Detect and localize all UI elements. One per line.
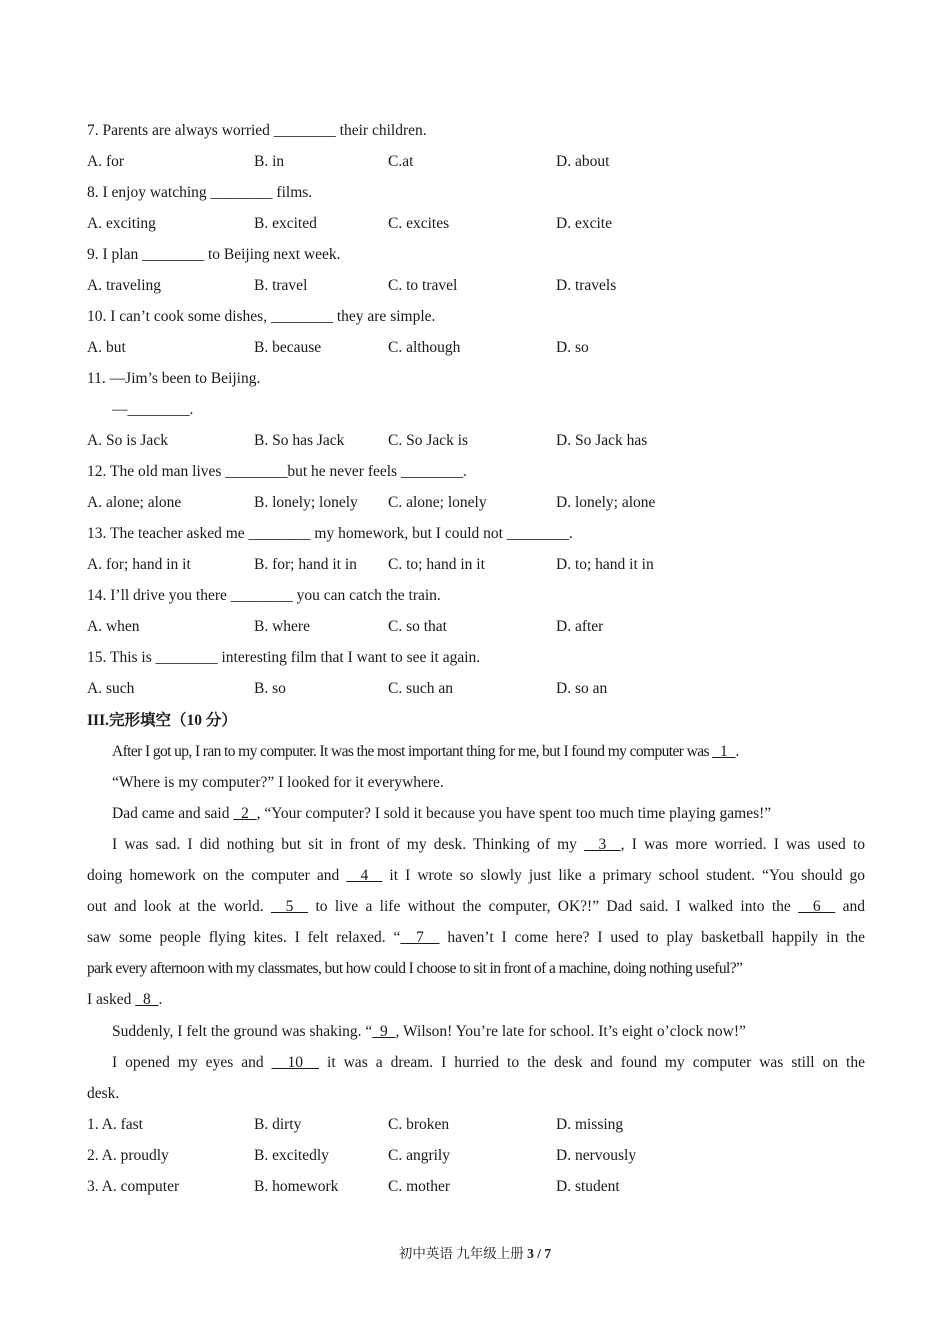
cloze-text: Suddenly, I felt the ground was shaking. “ — [112, 1023, 373, 1040]
option-a: A. for — [87, 153, 125, 170]
option-d: D. excite — [556, 215, 612, 232]
section-heading: III.完形填空（10 分） — [87, 712, 237, 729]
option-a: A. alone; alone — [87, 494, 182, 511]
cloze-blank-8: 8 — [135, 991, 159, 1008]
option-c: C. so that — [388, 618, 447, 635]
option-d: D. missing — [556, 1116, 624, 1133]
option-b: B. in — [254, 153, 285, 170]
cloze-text: doing homework on the computer and — [87, 867, 347, 884]
option-a: A. So is Jack — [87, 432, 168, 449]
cloze-blank-5: 5 — [270, 898, 309, 915]
cloze-text: , I was more worried. I was used to — [620, 836, 866, 853]
option-d: D. so — [556, 339, 589, 356]
question-12-options — [87, 492, 865, 514]
question-9-options — [87, 275, 865, 297]
cloze-options-2 — [87, 1145, 865, 1167]
cloze-paragraph-4-line-6 — [87, 989, 865, 1011]
question-11-options — [87, 430, 865, 452]
question-10-options — [87, 337, 865, 359]
cloze-text: it I wrote so slowly just like a primary school student. “You should go — [382, 867, 866, 884]
question-7-options — [87, 151, 865, 173]
cloze-paragraph-4-line-5: park every afternoon with my classmates, but how could I choose to sit in front of a machine, doing nothing useful?” — [87, 960, 743, 977]
option-b: B. homework — [254, 1178, 339, 1195]
option-b: B. where — [254, 618, 310, 635]
page-footer — [0, 1244, 950, 1264]
option-c: C. alone; lonely — [388, 494, 487, 511]
cloze-text: , Wilson! You’re late for school. It’s eight o’clock now!” — [395, 1023, 746, 1040]
cloze-text: saw some people flying kites. I felt relaxed. “ — [87, 929, 401, 946]
page-number: 3 / 7 — [527, 1246, 552, 1261]
option-d: D. student — [556, 1178, 620, 1195]
question-14: 14. I’ll drive you there ________ you can catch the train. — [87, 587, 441, 604]
question-11-reply: —________. — [112, 401, 194, 418]
cloze-paragraph-6-line-1 — [87, 1052, 865, 1074]
cloze-text: . — [735, 743, 740, 760]
option-c: C. So Jack is — [388, 432, 469, 449]
cloze-paragraph-1 — [87, 741, 890, 763]
cloze-text: I was sad. I did nothing but sit in front of my desk. Thinking of my — [112, 836, 585, 853]
cloze-text: After I got up, I ran to my computer. It was the most important thing for me, but I found my computer was — [112, 743, 713, 760]
option-c: C. although — [388, 339, 461, 356]
cloze-text: it was a dream. I hurried to the desk and found my computer was still on the — [319, 1054, 865, 1071]
cloze-blank-3: 3 — [584, 836, 621, 853]
cloze-options-1 — [87, 1114, 865, 1136]
option-a: 1. A. fast — [87, 1116, 143, 1133]
option-c: C. to; hand in it — [388, 556, 485, 573]
option-c: C. broken — [388, 1116, 450, 1133]
cloze-paragraph-4-line-3 — [87, 896, 865, 918]
option-d: D. about — [556, 153, 610, 170]
option-b: B. lonely; lonely — [254, 494, 358, 511]
cloze-blank-2: 2 — [233, 805, 257, 822]
option-a: A. when — [87, 618, 140, 635]
cloze-paragraph-4-line-2 — [87, 865, 865, 887]
cloze-paragraph-4-line-1 — [87, 834, 865, 856]
question-12: 12. The old man lives ________but he never feels ________. — [87, 463, 467, 480]
option-d: D. lonely; alone — [556, 494, 656, 511]
cloze-paragraph-6-line-2: desk. — [87, 1085, 120, 1102]
cloze-text: out and look at the world. — [87, 898, 271, 915]
cloze-paragraph-4-line-4 — [87, 927, 865, 949]
cloze-text: I asked — [87, 991, 136, 1008]
question-8: 8. I enjoy watching ________ films. — [87, 184, 313, 201]
option-b: B. for; hand it in — [254, 556, 357, 573]
option-a: 2. A. proudly — [87, 1147, 169, 1164]
cloze-options-3 — [87, 1176, 865, 1198]
option-c: C. excites — [388, 215, 450, 232]
option-c: C. mother — [388, 1178, 450, 1195]
option-d: D. travels — [556, 277, 617, 294]
question-15: 15. This is ________ interesting film that I want to see it again. — [87, 649, 481, 666]
question-13: 13. The teacher asked me ________ my homework, but I could not ________. — [87, 525, 573, 542]
option-a: A. traveling — [87, 277, 162, 294]
option-b: B. excitedly — [254, 1147, 329, 1164]
option-b: B. travel — [254, 277, 308, 294]
cloze-blank-9: 9 — [372, 1023, 396, 1040]
question-15-options — [87, 678, 865, 700]
cloze-text: Dad came and said — [112, 805, 234, 822]
option-b: B. dirty — [254, 1116, 302, 1133]
option-d: D. to; hand it in — [556, 556, 654, 573]
cloze-text: , “Your computer? I sold it because you have spent too much time playing games!” — [256, 805, 772, 822]
option-a: A. such — [87, 680, 135, 697]
option-d: D. So Jack has — [556, 432, 648, 449]
cloze-blank-7: 7 — [400, 929, 440, 946]
cloze-text: to live a life without the computer, OK?!” Dad said. I walked into the — [308, 898, 799, 915]
option-d: D. so an — [556, 680, 608, 697]
footer-label: 初中英语 九年级上册 — [398, 1246, 528, 1261]
option-b: B. excited — [254, 215, 317, 232]
cloze-text: haven’t I come here? I used to play basketball happily in the — [439, 929, 865, 946]
option-d: D. nervously — [556, 1147, 637, 1164]
cloze-paragraph-2: “Where is my computer?” I looked for it everywhere. — [112, 774, 444, 791]
option-a: A. exciting — [87, 215, 156, 232]
cloze-text: and — [835, 898, 866, 915]
option-b: B. because — [254, 339, 322, 356]
cloze-blank-6: 6 — [798, 898, 836, 915]
question-7: 7. Parents are always worried ________ their children. — [87, 122, 427, 139]
cloze-blank-10: 10 — [271, 1054, 320, 1071]
cloze-blank-1: 1 — [712, 743, 736, 760]
question-9: 9. I plan ________ to Beijing next week. — [87, 246, 341, 263]
option-c: C. such an — [388, 680, 454, 697]
option-c: C.at — [388, 153, 414, 170]
cloze-text: I opened my eyes and — [112, 1054, 272, 1071]
question-13-options — [87, 554, 865, 576]
question-11: 11. —Jim’s been to Beijing. — [87, 370, 261, 387]
option-a: A. but — [87, 339, 126, 356]
option-c: C. angrily — [388, 1147, 450, 1164]
cloze-text: . — [158, 991, 163, 1008]
question-10: 10. I can’t cook some dishes, ________ they are simple. — [87, 308, 436, 325]
cloze-paragraph-3 — [87, 803, 890, 825]
question-8-options — [87, 213, 865, 235]
option-b: B. So has Jack — [254, 432, 345, 449]
option-c: C. to travel — [388, 277, 458, 294]
cloze-paragraph-5 — [87, 1021, 890, 1043]
question-14-options — [87, 616, 865, 638]
cloze-blank-4: 4 — [346, 867, 383, 884]
option-b: B. so — [254, 680, 286, 697]
option-a: A. for; hand in it — [87, 556, 191, 573]
option-a: 3. A. computer — [87, 1178, 180, 1195]
option-d: D. after — [556, 618, 604, 635]
